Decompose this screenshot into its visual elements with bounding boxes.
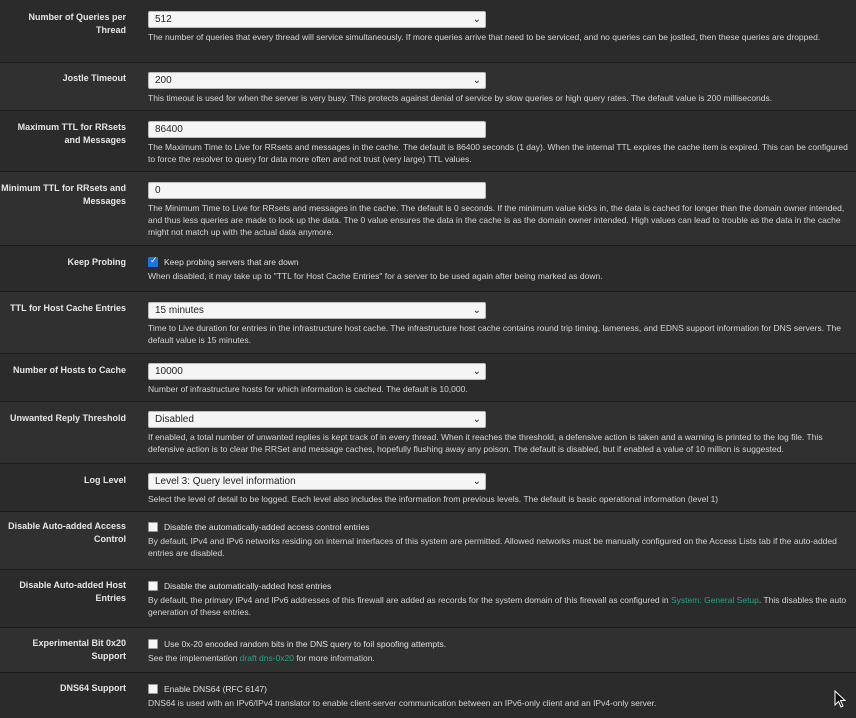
- draft-dns-0x20-link[interactable]: draft dns-0x20: [239, 653, 295, 663]
- chevron-down-icon: ⌄: [472, 366, 481, 377]
- row-bit-0x20: [0, 628, 856, 673]
- label-keep-probing: Keep Probing: [67, 257, 126, 267]
- hosts-to-cache-select[interactable]: [148, 363, 486, 380]
- label-unwanted-reply: Unwanted Reply Threshold: [9, 413, 126, 423]
- row-hosts-to-cache: [0, 354, 856, 402]
- help-text: By default, the primary IPv4 and IPv6 addresses of this firewall are added as records for the system domain of this firewall as configured in: [148, 595, 672, 605]
- label-max-ttl: Maximum TTL for RRsets and Messages: [17, 122, 126, 145]
- row-max-ttl: [0, 111, 856, 172]
- mouse-pointer-icon: [834, 690, 846, 708]
- dns64-checkbox[interactable]: [148, 684, 158, 694]
- disable-access-control-checkbox[interactable]: [148, 522, 158, 532]
- log-level-select[interactable]: [148, 473, 486, 490]
- row-keep-probing: [0, 246, 856, 292]
- disable-host-entries-checkbox-row[interactable]: [148, 581, 850, 591]
- system-general-setup-link[interactable]: System: General Setup: [671, 595, 759, 605]
- bit-0x20-checkbox-label: Use 0x-20 encoded random bits in the DNS query to foil spoofing attempts.: [164, 639, 447, 649]
- hosts-to-cache-value: 10000: [155, 366, 183, 377]
- bit-0x20-checkbox-row[interactable]: [148, 639, 850, 649]
- row-unwanted-reply: [0, 402, 856, 464]
- keep-probing-checkbox-row[interactable]: [148, 257, 850, 267]
- help-keep-probing: When disabled, it may take up to "TTL for Host Cache Entries" for a server to be used again after being marked as down.: [148, 271, 603, 281]
- help-text: . This disables the auto generation of these entries.: [148, 595, 847, 617]
- max-ttl-input[interactable]: 86400: [148, 121, 486, 138]
- keep-probing-checkbox[interactable]: [148, 257, 158, 267]
- row-host-cache-ttl: [0, 292, 856, 354]
- host-cache-ttl-value: 15 minutes: [155, 305, 204, 316]
- chevron-down-icon: ⌄: [472, 14, 481, 25]
- help-queries-per-thread: The number of queries that every thread will service simultaneously. If more queries arrive that need to be serviced, and no queries can be jostled, then these queries are dropped.: [148, 32, 821, 42]
- help-log-level: Select the level of detail to be logged. Each level also includes the information from previous levels. The default is basic operational information (level 1): [148, 494, 719, 504]
- label-disable-access-control: Disable Auto-added Access Control: [8, 521, 126, 544]
- chevron-down-icon: ⌄: [472, 75, 481, 86]
- help-dns64: DNS64 is used with an IPv6/IPv4 translator to enable client-server communication between an IPv6-only client and an IPv4-only server.: [148, 698, 657, 708]
- help-text: See the implementation: [148, 653, 240, 663]
- row-disable-access-control: [0, 512, 856, 570]
- help-disable-access-control: By default, IPv4 and IPv6 networks residing on internal interfaces of this system are permitted. Allowed networks must be manually configured on the Access Lists tab if the auto-added entries are disabled.: [148, 536, 837, 558]
- help-max-ttl: The Maximum Time to Live for RRsets and messages in the cache. The default is 86400 seconds (1 day). When the internal TTL expires the cache item is expired. This can be configured to force the resolver to query for data more often and not trust (very large) TTL values.: [148, 142, 848, 164]
- queries-per-thread-select[interactable]: [148, 11, 486, 28]
- dns64-checkbox-label: Enable DNS64 (RFC 6147): [164, 684, 267, 694]
- label-host-cache-ttl: TTL for Host Cache Entries: [10, 303, 126, 313]
- unwanted-reply-value: Disabled: [155, 414, 194, 425]
- chevron-down-icon: ⌄: [472, 305, 481, 316]
- row-jostle-timeout: [0, 63, 856, 111]
- keep-probing-checkbox-label: Keep probing servers that are down: [164, 257, 299, 267]
- help-unwanted-reply: If enabled, a total number of unwanted replies is kept track of in every thread. When it reaches the threshold, a defensive action is taken and a warning is printed to the log file. This defensive action is to clear the RRSet and message caches, hopefully flushing away any poison. The default is disabled, but if enabled a value of 10 million is suggested.: [148, 432, 823, 454]
- label-log-level: Log Level: [83, 475, 126, 485]
- label-dns64: DNS64 Support: [59, 683, 126, 693]
- bit-0x20-checkbox[interactable]: [148, 639, 158, 649]
- disable-access-control-checkbox-row[interactable]: [148, 522, 850, 532]
- label-bit-0x20: Experimental Bit 0x20 Support: [32, 638, 126, 661]
- chevron-down-icon: ⌄: [472, 414, 481, 425]
- row-dns64: [0, 673, 856, 718]
- queries-per-thread-value: 512: [155, 14, 172, 25]
- help-text: for more information.: [294, 653, 375, 663]
- row-min-ttl: [0, 172, 856, 246]
- row-disable-host-entries: [0, 570, 856, 628]
- help-min-ttl: The Minimum Time to Live for RRsets and messages in the cache. The default is 0 seconds. If the minimum value kicks in, the data is cached for longer than the domain owner intended, and thus less queries are made to look up the data. The 0 value ensures the data in the cache is as the domain owner intended. High values can lead to trouble as the data in the cache might not match up with the actual data anymore.: [148, 203, 845, 237]
- label-hosts-to-cache: Number of Hosts to Cache: [12, 365, 126, 375]
- help-bit-0x20: [148, 652, 850, 664]
- help-hosts-to-cache: Number of infrastructure hosts for which information is cached. The default is 10,000.: [148, 384, 468, 394]
- disable-host-entries-checkbox-label: Disable the automatically-added host entries: [164, 581, 332, 591]
- host-cache-ttl-select[interactable]: [148, 302, 486, 319]
- log-level-value: Level 3: Query level information: [155, 476, 296, 487]
- label-disable-host-entries: Disable Auto-added Host Entries: [19, 580, 126, 603]
- help-host-cache-ttl: Time to Live duration for entries in the infrastructure host cache. The infrastructure host cache contains round trip timing, lameness, and EDNS support information for DNS servers. The default value is 15 minutes.: [148, 323, 841, 345]
- min-ttl-input[interactable]: 0: [148, 182, 486, 199]
- dns64-checkbox-row[interactable]: [148, 684, 850, 694]
- unwanted-reply-select[interactable]: [148, 411, 486, 428]
- label-jostle-timeout: Jostle Timeout: [62, 73, 126, 83]
- row-queries-per-thread: [0, 0, 856, 63]
- jostle-timeout-select[interactable]: [148, 72, 486, 89]
- row-log-level: [0, 464, 856, 512]
- chevron-down-icon: ⌄: [472, 476, 481, 487]
- disable-access-control-checkbox-label: Disable the automatically-added access control entries: [164, 522, 370, 532]
- help-disable-host-entries: [148, 594, 850, 618]
- label-min-ttl: Minimum TTL for RRsets and Messages: [1, 183, 126, 206]
- jostle-timeout-value: 200: [155, 75, 172, 86]
- disable-host-entries-checkbox[interactable]: [148, 581, 158, 591]
- help-jostle-timeout: This timeout is used for when the server is very busy. This protects against denial of service by slow queries or high query rates. The default value is 200 milliseconds.: [148, 93, 773, 103]
- label-queries-per-thread: Number of Queries per Thread: [28, 12, 126, 35]
